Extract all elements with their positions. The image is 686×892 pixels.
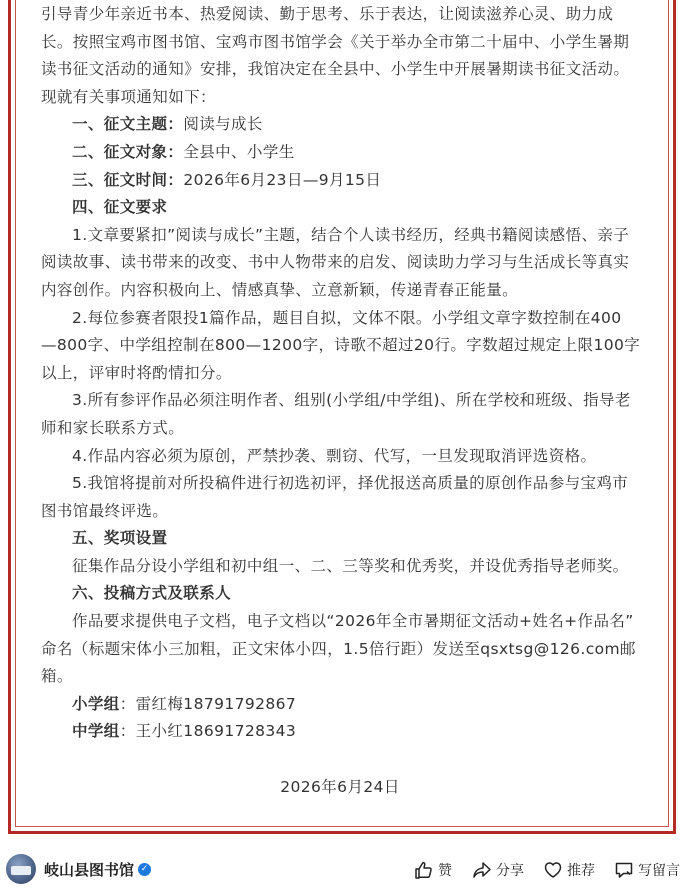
intro-line: 引导青少年亲近书本、热爱阅读、勤于思考、乐于表达，让阅读滋养心灵、助力成 (41, 5, 614, 23)
submission-line: 命名（标题宋体小三加粗，正文宋体小四，1.5倍行距）发送至qsxtsg@126.com邮 (41, 639, 636, 658)
account-avatar[interactable] (6, 854, 36, 884)
requirement-line: 阅读故事、读书带来的改变、书中人物带来的启发、阅读助力学习与生活成长等真实 (41, 253, 630, 272)
section-heading: 五、奖项设置 (72, 529, 168, 548)
verified-icon: ✓ (138, 863, 151, 876)
comment-label: 写留言 (638, 863, 680, 879)
requirement-line: 3.所有参评作品必须注明作者、组别(小学组/中学组)、所在学校和班级、指导老 (72, 391, 631, 410)
requirement-line: 1.文章要紧扣”阅读与成长”主题，结合个人读书经历，经典书籍阅读感悟、亲子 (72, 225, 630, 244)
requirement-line: 以上，评审时将酌情扣分。 (41, 363, 232, 382)
share-label: 分享 (496, 863, 524, 879)
thumbs-up-icon (414, 860, 434, 880)
spacer (41, 746, 669, 760)
intro-line: 现就有关事项通知如下： (41, 87, 216, 106)
contact-value: ：王小红18691728343 (119, 722, 297, 741)
contact-secondary (41, 718, 669, 746)
share-button[interactable] (472, 860, 524, 880)
account-name[interactable]: 岐山县图书馆 (44, 861, 135, 879)
publish-date: 2026年6月24日 (280, 778, 400, 797)
section-label: 三、征文时间： (72, 170, 184, 189)
awards-text: 征集作品分设小学组和初中组一、二、三等奖和优秀奖，并设优秀指导老师奖。 (72, 556, 629, 575)
section-heading: 六、投稿方式及联系人 (72, 584, 232, 603)
share-icon (472, 860, 492, 880)
footer-bar (0, 848, 686, 892)
like-button[interactable] (414, 860, 452, 880)
section-theme (41, 111, 669, 139)
requirement-line: 师和家长联系方式。 (41, 418, 185, 437)
section-value: 2026年6月23日—9月15日 (183, 170, 382, 189)
contact-primary (41, 691, 669, 719)
article-body (41, 1, 669, 802)
requirement-line: 5.我馆将提前对所投稿件进行初选初评，择优报送高质量的原创作品参与宝鸡市 (72, 474, 629, 493)
article-frame (8, 0, 676, 834)
section-label: 一、征文主题： (72, 115, 184, 134)
submission-line: 作品要求提供电子文档，电子文档以“2026年全市暑期征文活动+姓名+作品名” (72, 612, 634, 631)
section-time (41, 167, 669, 195)
like-label: 赞 (438, 863, 452, 879)
requirement-line: 4.作品内容必须为原创，严禁抄袭、剽窃、代写，一旦发现取消评选资格。 (72, 446, 597, 465)
comment-button[interactable] (614, 860, 680, 880)
section-label: 二、征文对象： (72, 142, 184, 161)
submission-line: 箱。 (41, 667, 73, 686)
comment-icon (614, 860, 634, 880)
requirement-line: 内容创作。内容积极向上、情感真挚、立意新颖，传递青春正能量。 (41, 280, 519, 299)
section-audience (41, 139, 669, 167)
requirement-line: —800字、中学组控制在800—1200字，诗歌不超过20行。字数超过规定上限100字 (41, 336, 641, 355)
requirement-line: 图书馆最终评选。 (41, 501, 169, 520)
recommend-label: 推荐 (567, 863, 595, 879)
requirement-line: 2.每位参赛者限投1篇作品，题目自拟，文体不限。小学组文章字数控制在400 (72, 308, 622, 327)
section-value: 全县中、小学生 (183, 142, 295, 161)
contact-value: ：雷红梅18791792867 (119, 694, 297, 713)
intro-line: 长。按照宝鸡市图书馆、宝鸡市图书馆学会《关于举办全市第二十届中、小学生暑期 (41, 32, 630, 51)
contact-label: 中学组 (72, 722, 120, 741)
section-value: 阅读与成长 (183, 115, 263, 134)
heart-icon (543, 860, 563, 880)
intro-line: 读书征文活动的通知》安排，我馆决定在全县中、小学生中开展暑期读书征文活动。 (41, 60, 630, 79)
section-heading: 四、征文要求 (72, 198, 168, 217)
recommend-button[interactable] (543, 860, 595, 880)
contact-label: 小学组 (72, 694, 120, 713)
